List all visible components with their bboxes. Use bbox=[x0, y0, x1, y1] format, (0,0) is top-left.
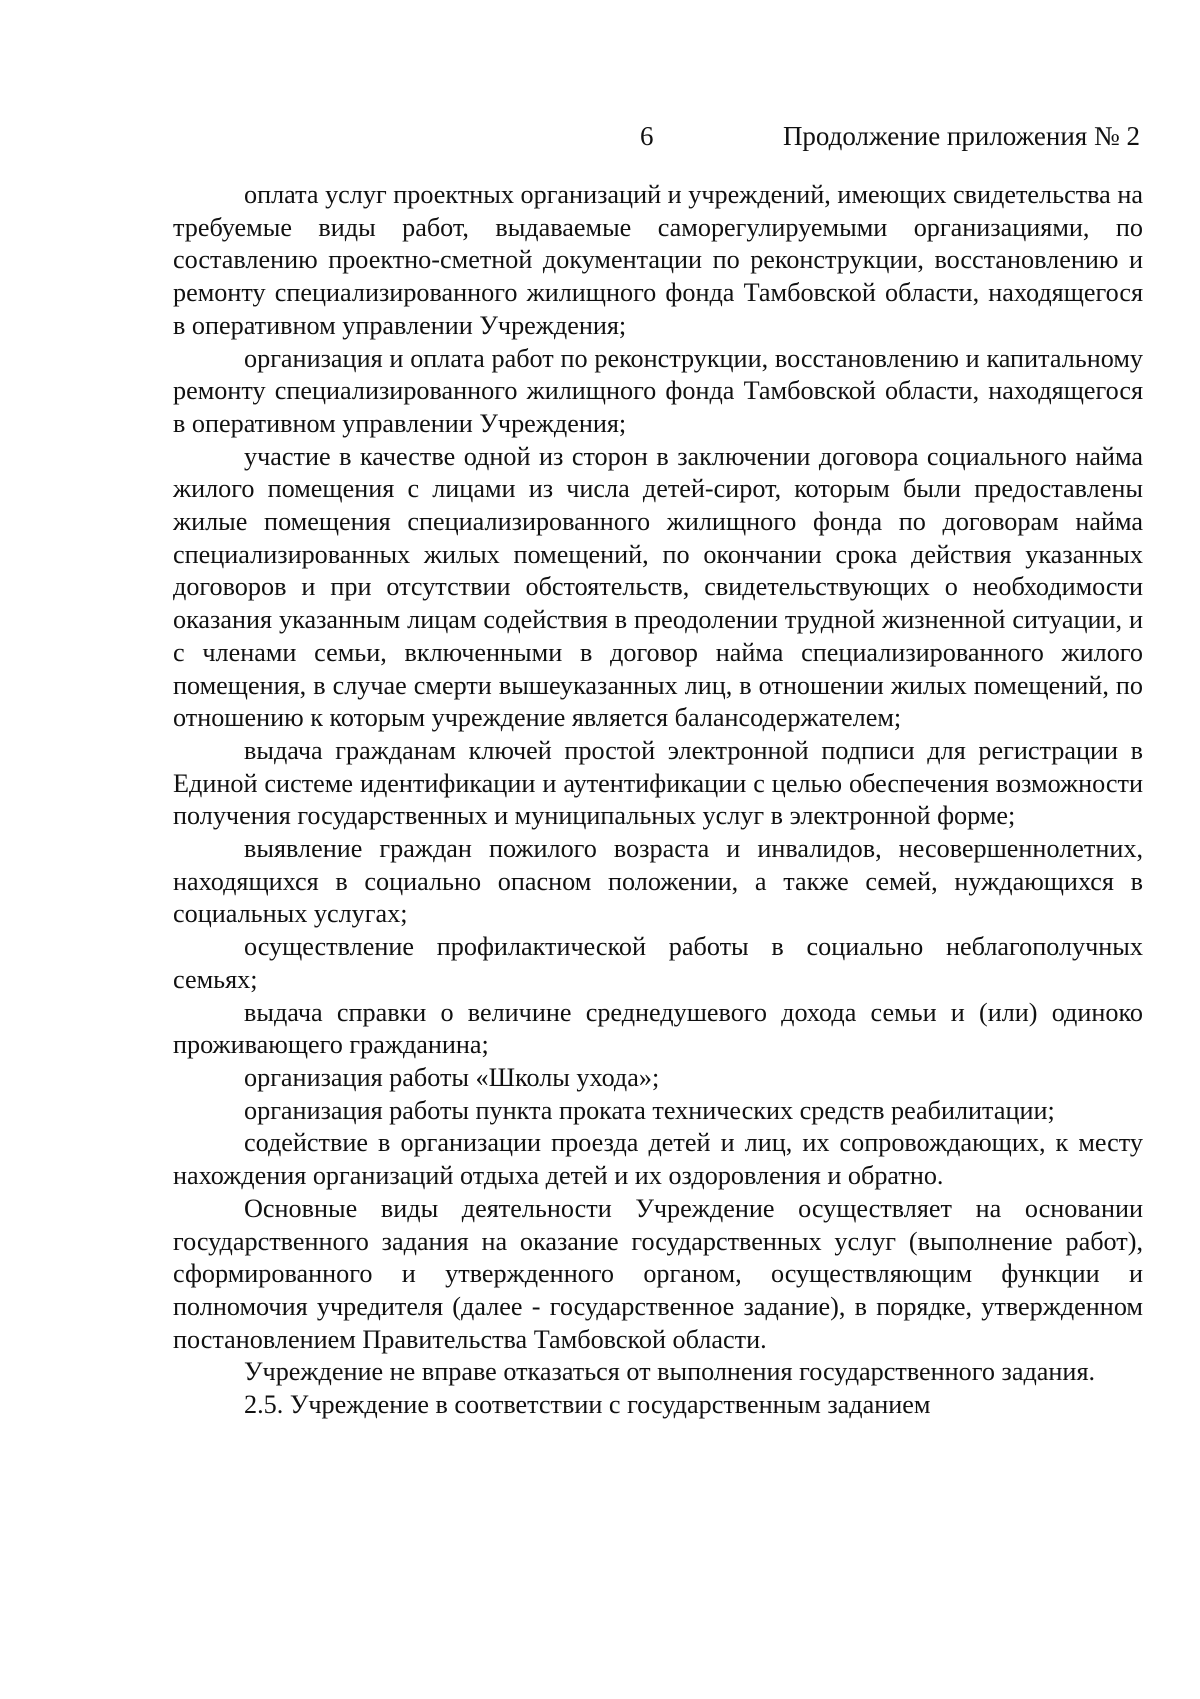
paragraph-section-2-5: 2.5. Учреждение в соответствии с государственным заданием bbox=[244, 1390, 931, 1420]
appendix-continuation-title: Продолжение приложения № 2 bbox=[782, 121, 1140, 151]
paragraph-preventive-work: осуществление профилактической работы в социально неблагополучных семьях; bbox=[173, 932, 1143, 994]
paragraph-state-assignment: Основные виды деятельности Учреждение осуществляет на основании государственного задания на оказание государственных услуг (выполнение работ), сформированного и утвержденного органом, осуществляющим функции и полномочия учредителя (далее - государственное задание), в порядке, утвержденном постановлением Правительства Тамбовской области. bbox=[173, 1193, 1143, 1354]
page-header bbox=[0, 118, 1200, 154]
paragraph-income-certificate: выдача справки о величине среднедушевого дохода семьи и (или) одиноко проживающего гражданина; bbox=[173, 997, 1143, 1060]
paragraph-rental-point: организация работы пункта проката технических средств реабилитации; bbox=[244, 1095, 1055, 1125]
page-number: 6 bbox=[640, 121, 654, 151]
document-body bbox=[173, 179, 1143, 1422]
paragraph-project-services-payment: оплата услуг проектных организаций и учреждений, имеющих свидетельства на требуемые виды работ, выдаваемые саморегулируемыми организациями, по составлению проектно-сметной документации по реконструкции, восстановлению и ремонту специализированного жилищного фонда Тамбовской области, находящегося в оперативном управлении Учреждения; bbox=[173, 180, 1143, 340]
paragraph-social-lease-contract: участие в качестве одной из сторон в заключении договора социального найма жилого помещения с лицами из числа детей-сирот, которым были предоставлены жилые помещения специализированного жилищного фонда по договорам найма специализированных жилых помещений, по окончании срока действия указанных договоров и при отсутствии обстоятельств, свидетельствующих о необходимости оказания указанным лицам содействия в преодолении трудной жизненной ситуации, и с членами семьи, включенными в договор найма специализированного жилого помещения, в случае смерти вышеуказанных лиц, в отношении жилых помещений, по отношению к которым учреждение является балансодержателем; bbox=[173, 441, 1143, 733]
paragraph-care-school: организация работы «Школы ухода»; bbox=[244, 1062, 660, 1092]
paragraph-identification-of-citizens: выявление граждан пожилого возраста и инвалидов, несовершеннолетних, находящихся в социально опасном положении, а также семей, нуждающихся в социальных услугах; bbox=[173, 834, 1143, 929]
paragraph-reconstruction-works: организация и оплата работ по реконструкции, восстановлению и капитальному ремонту специализированного жилищного фонда Тамбовской области, находящегося в оперативном управлении Учреждения; bbox=[173, 343, 1143, 438]
paragraph-cannot-refuse: Учреждение не вправе отказаться от выполнения государственного задания. bbox=[244, 1357, 1096, 1387]
paragraph-electronic-signature-keys: выдача гражданам ключей простой электронной подписи для регистрации в Единой системе идентификации и аутентификации с целью обеспечения возможности получения государственных и муниципальных услуг в электронной форме; bbox=[173, 735, 1143, 831]
paragraph-children-travel-assistance: содействие в организации проезда детей и лиц, их сопровождающих, к месту нахождения организаций отдыха детей и их оздоровления и обратно. bbox=[173, 1128, 1143, 1191]
